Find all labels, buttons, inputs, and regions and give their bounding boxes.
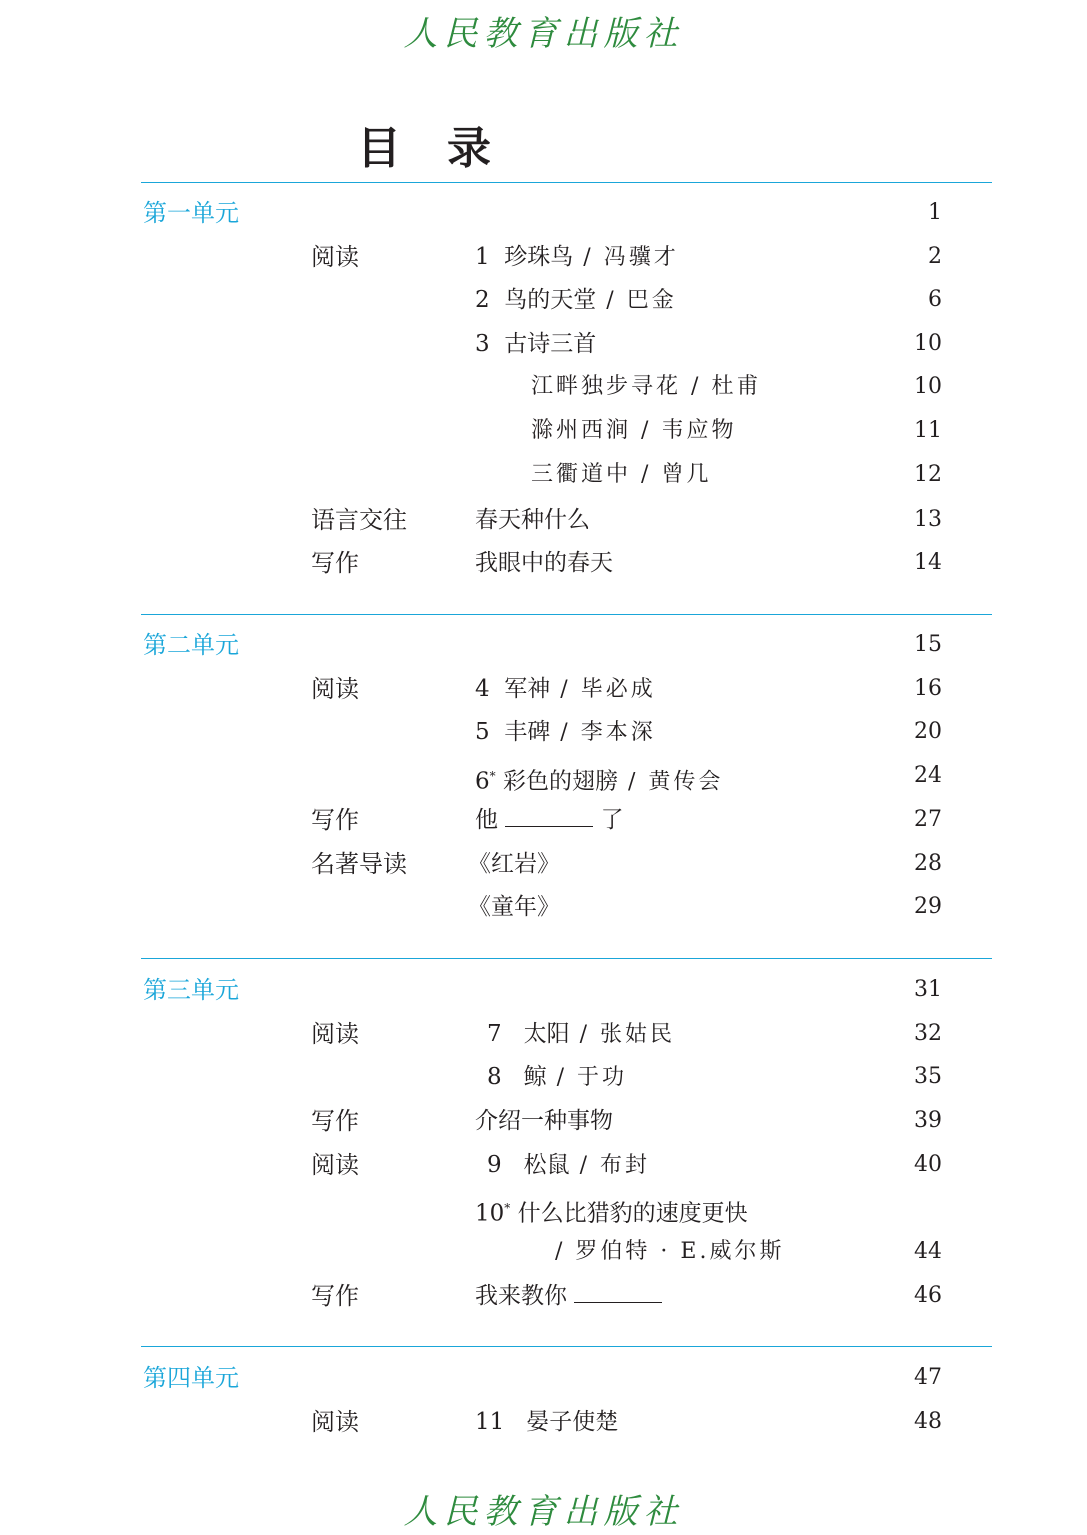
blank-line	[505, 808, 593, 827]
page-title: 目录	[357, 123, 537, 174]
page-number: 16	[914, 676, 942, 701]
toc-entry[interactable]: 9 松鼠 / 布封	[487, 1152, 651, 1178]
category-label: 阅读	[311, 675, 359, 703]
category-label: 写作	[311, 549, 359, 577]
toc-entry[interactable]: 10* 什么比猎豹的速度更快	[475, 1200, 748, 1227]
page-number: 46	[914, 1283, 942, 1308]
page-number: 12	[914, 462, 942, 487]
category-label: 语言交往	[311, 506, 407, 534]
unit-divider	[141, 182, 992, 183]
toc-entry[interactable]: 介绍一种事物	[475, 1108, 613, 1134]
publisher-logo-bottom: 人民教育出版社	[403, 1492, 684, 1532]
toc-entry[interactable]: 7 太阳 / 张姑民	[487, 1021, 676, 1047]
category-label: 阅读	[311, 1151, 359, 1179]
category-label: 写作	[311, 1107, 359, 1135]
page-number: 39	[914, 1108, 942, 1133]
poem-entry[interactable]: 江畔独步寻花 / 杜甫	[531, 374, 762, 399]
page-number: 40	[914, 1152, 942, 1177]
category-label: 写作	[311, 806, 359, 834]
category-label: 阅读	[311, 1020, 359, 1048]
page-number: 28	[914, 851, 942, 876]
page-number: 44	[914, 1239, 942, 1264]
author-line: / 罗伯特 · E.威尔斯	[555, 1239, 785, 1264]
page-number: 31	[914, 977, 942, 1002]
toc-entry[interactable]: 6* 彩色的翅膀 / 黄传会	[475, 768, 724, 795]
unit-divider	[141, 958, 992, 959]
page-number: 20	[914, 719, 942, 744]
toc-entry[interactable]: 11 晏子使楚	[475, 1409, 619, 1435]
toc-entry[interactable]: 8 鲸 / 于功	[487, 1064, 628, 1090]
toc-entry[interactable]: 他 了	[475, 807, 624, 833]
unit-title[interactable]: 第三单元	[143, 976, 239, 1004]
page-number: 15	[914, 632, 942, 657]
page-number: 2	[928, 244, 942, 269]
page-number: 29	[914, 894, 942, 919]
unit-divider	[141, 1346, 992, 1347]
page-number: 35	[914, 1064, 942, 1089]
unit-title[interactable]: 第四单元	[143, 1364, 239, 1392]
toc-entry[interactable]: 《童年》	[468, 894, 560, 920]
toc-entry[interactable]: 1 珍珠鸟 / 冯骥才	[475, 244, 679, 270]
page-number: 13	[914, 507, 942, 532]
page-number: 10	[914, 331, 942, 356]
page-number: 6	[928, 287, 942, 312]
toc-entry[interactable]: 4 军神 / 毕必成	[475, 676, 656, 702]
category-label: 阅读	[311, 1408, 359, 1436]
toc-entry[interactable]: 3 古诗三首	[475, 331, 597, 357]
toc-entry[interactable]: 我眼中的春天	[475, 550, 613, 576]
category-label: 名著导读	[311, 850, 407, 878]
page-number: 32	[914, 1021, 942, 1046]
page-number: 47	[914, 1365, 942, 1390]
category-label: 写作	[311, 1282, 359, 1310]
page-number: 14	[914, 550, 942, 575]
blank-line	[574, 1284, 662, 1303]
page-number: 48	[914, 1409, 942, 1434]
toc-entry[interactable]: 《红岩》	[468, 851, 560, 877]
page-number: 27	[914, 807, 942, 832]
page-number: 1	[928, 200, 942, 225]
toc-entry[interactable]: 我来教你	[475, 1281, 662, 1311]
page-number: 11	[914, 418, 942, 443]
poem-entry[interactable]: 滁州西涧 / 韦应物	[531, 418, 737, 443]
toc-entry[interactable]: 2 鸟的天堂 / 巴金	[475, 287, 677, 313]
poem-entry[interactable]: 三衢道中 / 曾几	[531, 462, 712, 487]
page-number: 10	[914, 374, 942, 399]
toc-entry[interactable]: 春天种什么	[475, 507, 590, 533]
publisher-logo-top: 人民教育出版社	[403, 14, 684, 54]
toc-entry[interactable]: 5 丰碑 / 李本深	[475, 719, 656, 745]
category-label: 阅读	[311, 243, 359, 271]
unit-title[interactable]: 第二单元	[143, 631, 239, 659]
unit-divider	[141, 614, 992, 615]
page-number: 24	[914, 763, 942, 788]
unit-title[interactable]: 第一单元	[143, 199, 239, 227]
